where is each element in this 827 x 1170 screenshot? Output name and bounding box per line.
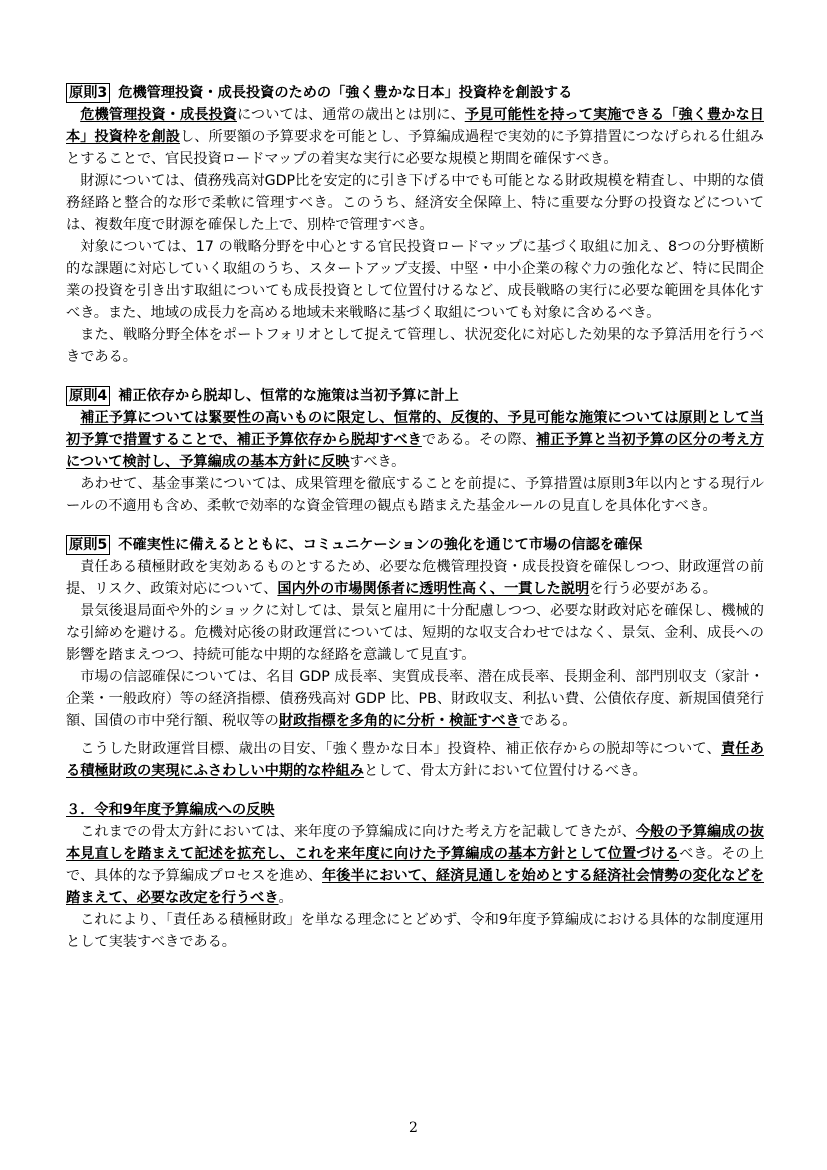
emphasis-text: 補正予算と当初予算の区分の考え方について検討し、予算編成の基本方針に反映 xyxy=(66,432,764,470)
principle5-heading xyxy=(66,534,764,556)
section3-heading: ３．令和9年度予算編成への反映 xyxy=(66,802,275,818)
body-text: これまでの骨太方針においては、来年度の予算編成に向けた考え方を記載してきたが、 xyxy=(80,824,636,840)
principle5-paragraph-2: 景気後退局面や外的ショックに対しては、景気と雇用に十分配慮しつつ、必要な財政対応を確保し、機械的な引締めを避ける。危機対応後の財政運営については、短期的な収支合わせではなく、景気、金利、成長への影響を踏まえつつ、持続可能な中期的な経路を意識して見直す。 xyxy=(66,603,764,663)
principle3-paragraph-2: 財源については、債務残高対GDP比を安定的に引き下げる中でも可能となる財政規模を精査し、中期的な債務経路と整合的な形で柔軟に管理すべき。このうち、経済安全保障上、特に重要な分野の投資などについては、複数年度で財源を確保した上で、別枠で管理すべき。 xyxy=(66,173,764,233)
principle3-paragraph-4: また、戦略分野全体をポートフォリオとして捉えて管理し、状況変化に対応した効果的な予算活用を行うべきである。 xyxy=(66,327,764,365)
principle4-heading xyxy=(66,385,764,407)
principle5-title: 不確実性に備えるとともに、コミュニケーションの強化を通じて市場の信認を確保 xyxy=(118,537,643,553)
page-number: 2 xyxy=(409,1120,418,1136)
emphasis-text: 補正予算については緊要性の高いものに限定し、恒常的、反復的、予見可能な施策については原則として当初予算で措置することで、補正予算依存から脱却すべき xyxy=(66,410,764,448)
principle3-label: 原則3 xyxy=(66,83,110,103)
emphasis-text: 責任ある積極財政の実現にふさわしい中期的な枠組み xyxy=(66,741,764,779)
body-text: を行う必要がある。 xyxy=(589,581,717,597)
section3-paragraph-2: これにより、「責任ある積極財政」を単なる理念にとどめず、令和9年度予算編成における具体的な制度運用として実装すべきである。 xyxy=(66,912,764,950)
emphasis-text: 国内外の市場関係者に透明性高く、一貫した説明 xyxy=(277,581,590,597)
emphasis-text: 財政指標を多角的に分析・検証すべき xyxy=(278,713,520,729)
principle4-label: 原則4 xyxy=(66,386,110,406)
principle3-title: 危機管理投資・成長投資のための「強く豊かな日本」投資枠を創設する xyxy=(118,85,573,101)
emphasis-text: 年後半において、経済見通しを始めとする経済社会情勢の変化などを踏まえて、必要な改定を行うべき xyxy=(66,868,765,906)
emphasis-text: 予見可能性を持って実施できる「強く豊かな日本」投資枠を創設 xyxy=(66,107,764,145)
principle5-label: 原則5 xyxy=(66,535,110,555)
principle4-title: 補正依存から脱却し、恒常的な施策は当初予算に計上 xyxy=(118,388,459,404)
principle3-paragraph-3: 対象については、17 の戦略分野を中心とする官民投資ロードマップに基づく取組に加え、8つの分野横断的な課題に対応していく取組のうち、スタートアップ支援、中堅・中小企業の稼ぐ力の強化など、特に民間企業の投資を引き出す取組についても成長投資として位置付けるなど、成長戦略の実行に必要な範囲を具体化すべき。また、地域の成長力を高める地域未来戦略に基づく取組についても対象に含めるべき。 xyxy=(66,239,764,321)
principle5-paragraph-1 xyxy=(66,556,764,600)
principle3-heading xyxy=(66,82,764,104)
body-text: 責任ある積極財政を実効あるものとするため、必要な危機管理投資・成長投資を確保しつつ、財政運営の前提、リスク、政策対応について、 xyxy=(66,559,764,597)
body-text: こうした財政運営目標、歳出の目安、「強く豊かな日本」投資枠、補正依存からの脱却等について、 xyxy=(80,741,721,757)
principle3-paragraph-1 xyxy=(66,104,764,170)
body-text: である。その際、 xyxy=(421,432,536,448)
body-text: し、所要額の予算要求を可能とし、予算編成過程で実効的に予算措置につなげられる仕組みとすることで、官民投資ロードマップの着実な実行に必要な規模と期間を確保すべき。 xyxy=(66,129,764,167)
body-text: である。 xyxy=(519,713,577,729)
document-page xyxy=(66,82,764,953)
principle5-paragraph-3 xyxy=(66,666,764,732)
principle4-paragraph-1 xyxy=(66,407,764,473)
section3-paragraph-1 xyxy=(66,821,764,909)
body-text: 市場の信認確保については、名目 GDP 成長率、実質成長率、潜在成長率、長期金利、部門別収支（家計・企業・一般政府）等の経済指標、債務残高対 GDP 比、PB、財政収支、利払い費、公債依存度、新規国債発行額、国債の市中発行額、税収等の xyxy=(66,669,764,729)
body-text: については、通常の歳出とは別に、 xyxy=(236,107,465,123)
principle4-paragraph-2: あわせて、基金事業については、成果管理を徹底することを前提に、予算措置は原則3年以内とする現行ルールの不適用も含め、柔軟で効率的な資金管理の観点も踏まえた基金ルールの見直しを具体化すべき。 xyxy=(66,476,764,514)
body-text: べき。その上で、具体的な予算編成プロセスを進め、 xyxy=(66,846,764,884)
principle5-paragraph-4 xyxy=(66,738,764,782)
body-text: として、骨太方針において位置付けるべき。 xyxy=(363,763,647,779)
emphasis-text: 今般の予算編成の抜本見直しを踏まえて記述を拡充し、これを来年度に向けた予算編成の基本方針として位置づける xyxy=(66,824,764,862)
emphasis-text: 危機管理投資・成長投資 xyxy=(80,107,237,123)
body-text: 。 xyxy=(278,890,293,906)
body-text: すべき。 xyxy=(349,454,406,470)
